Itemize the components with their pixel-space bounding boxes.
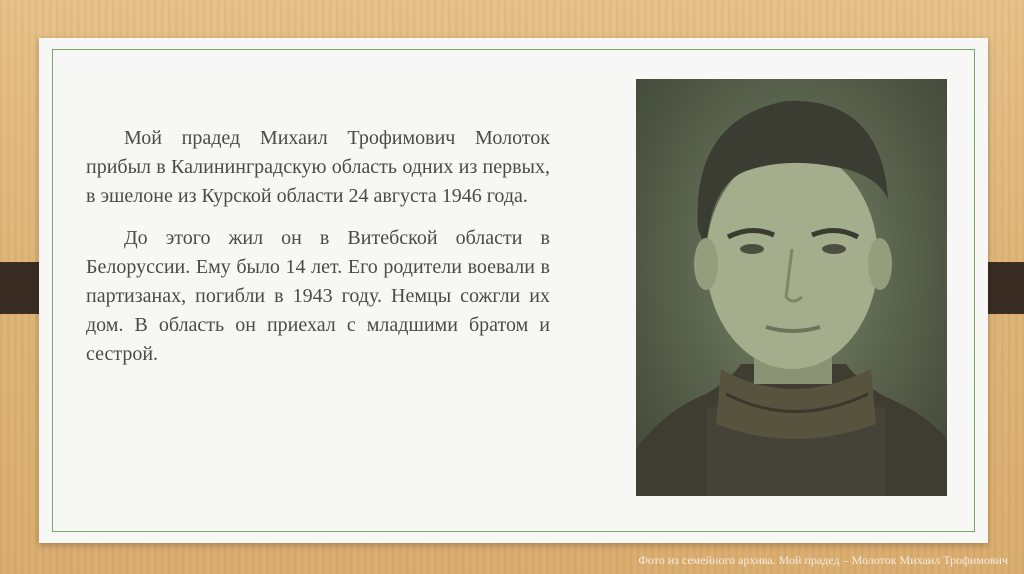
portrait-illustration xyxy=(636,79,947,496)
story-text xyxy=(86,124,550,382)
paragraph-arrival: Мой прадед Михаил Трофимович Молоток прибыл в Калининградскую область одних из первых, в эшелоне из Курской области 24 августа 1946 года. xyxy=(86,127,550,207)
left-decorative-tab xyxy=(0,262,43,314)
portrait-photo xyxy=(636,79,947,496)
photo-caption: Фото из семейного архива. Мой прадед – Молоток Михаил Трофимович xyxy=(638,553,1008,567)
paragraph-background: До этого жил он в Витебской области в Белоруссии. Ему было 14 лет. Его родители воевали в партизанах, погибли в 1943 году. Немцы сожгли их дом. В область он приехал с младшими братом и сестрой. xyxy=(86,227,550,365)
